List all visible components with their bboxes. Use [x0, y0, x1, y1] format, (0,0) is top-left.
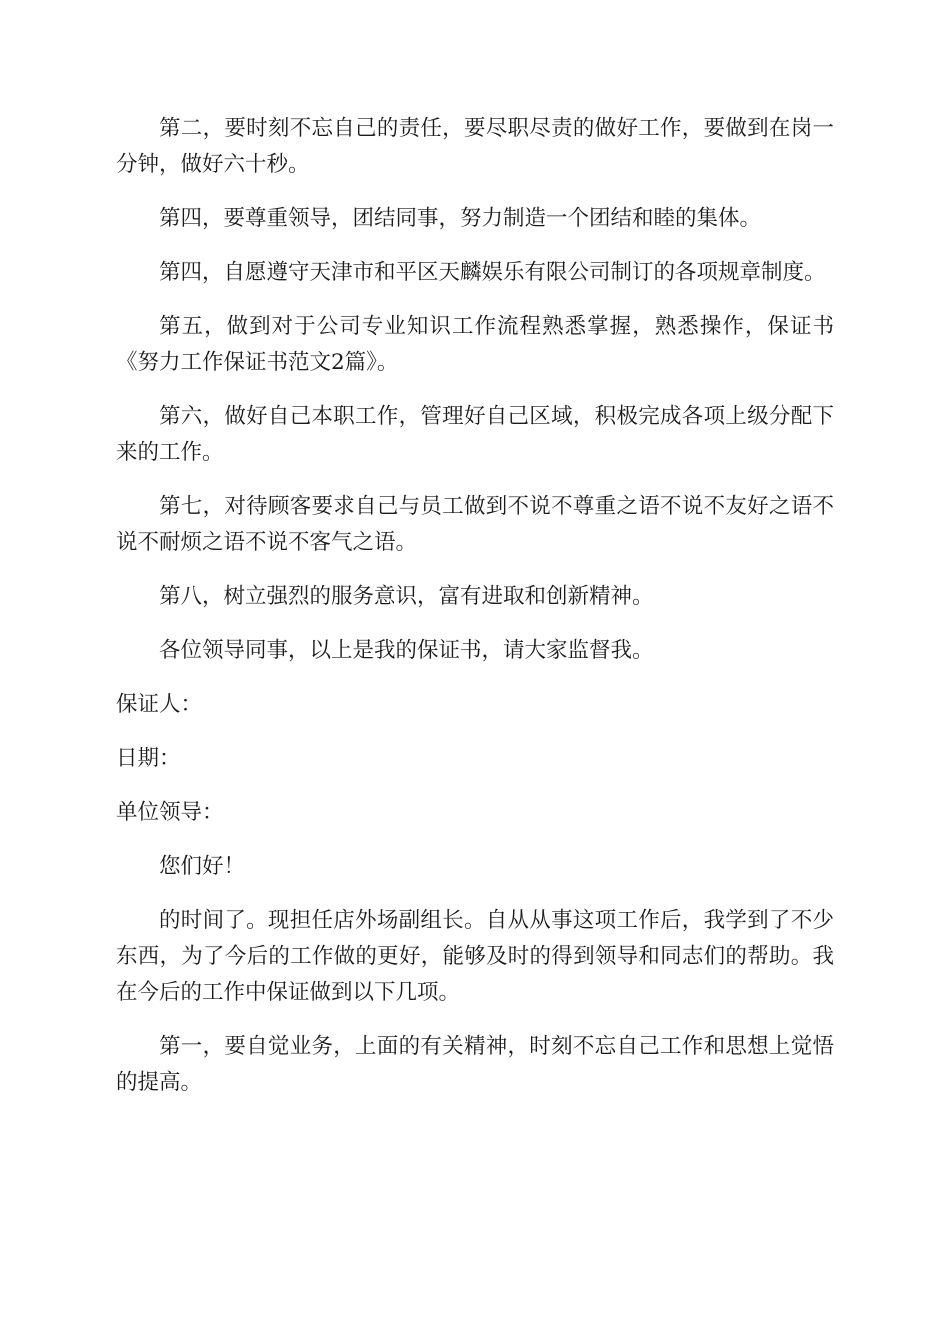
- paragraph-second-duty: 第二，要时刻不忘自己的责任，要尽职尽责的做好工作，要做到在岗一分钟，做好六十秒。: [116, 116, 834, 177]
- paragraph-sixth-work: 第六，做好自己本职工作，管理好自己区域，积极完成各项上级分配下来的工作。: [116, 404, 834, 465]
- document-page: [116, 111, 834, 1119]
- unit-leader-label: 单位领导：: [116, 800, 224, 825]
- date-label: 日期：: [116, 746, 181, 771]
- paragraph-fourth-rules: 第四，自愿遵守天津市和平区天麟娱乐有限公司制订的各项规章制度。: [159, 260, 826, 285]
- paragraph-fifth-knowledge: 第五，做到对于公司专业知识工作流程熟悉掌握，熟悉操作，保证书《努力工作保证书范文2篇》。: [116, 314, 834, 375]
- guarantor-label: 保证人：: [116, 692, 203, 717]
- greeting: 您们好！: [159, 854, 246, 879]
- paragraph-fourth-respect: 第四，要尊重领导，团结同事，努力制造一个团结和睦的集体。: [159, 206, 762, 231]
- paragraph-introduction: 的时间了。现担任店外场副组长。自从从事这项工作后，我学到了不少东西，为了今后的工作做的更好，能够及时的得到领导和同志们的帮助。我在今后的工作中保证做到以下几项。: [116, 908, 834, 1005]
- paragraph-seventh-customers: 第七，对待顾客要求自己与员工做到不说不尊重之语不说不友好之语不说不耐烦之语不说不客气之语。: [116, 494, 834, 555]
- paragraph-eighth-service: 第八，树立强烈的服务意识，富有进取和创新精神。: [159, 584, 654, 609]
- paragraph-closing: 各位领导同事，以上是我的保证书，请大家监督我。: [159, 638, 654, 663]
- paragraph-first-awareness: 第一，要自觉业务，上面的有关精神，时刻不忘自己工作和思想上觉悟的提高。: [116, 1034, 834, 1095]
